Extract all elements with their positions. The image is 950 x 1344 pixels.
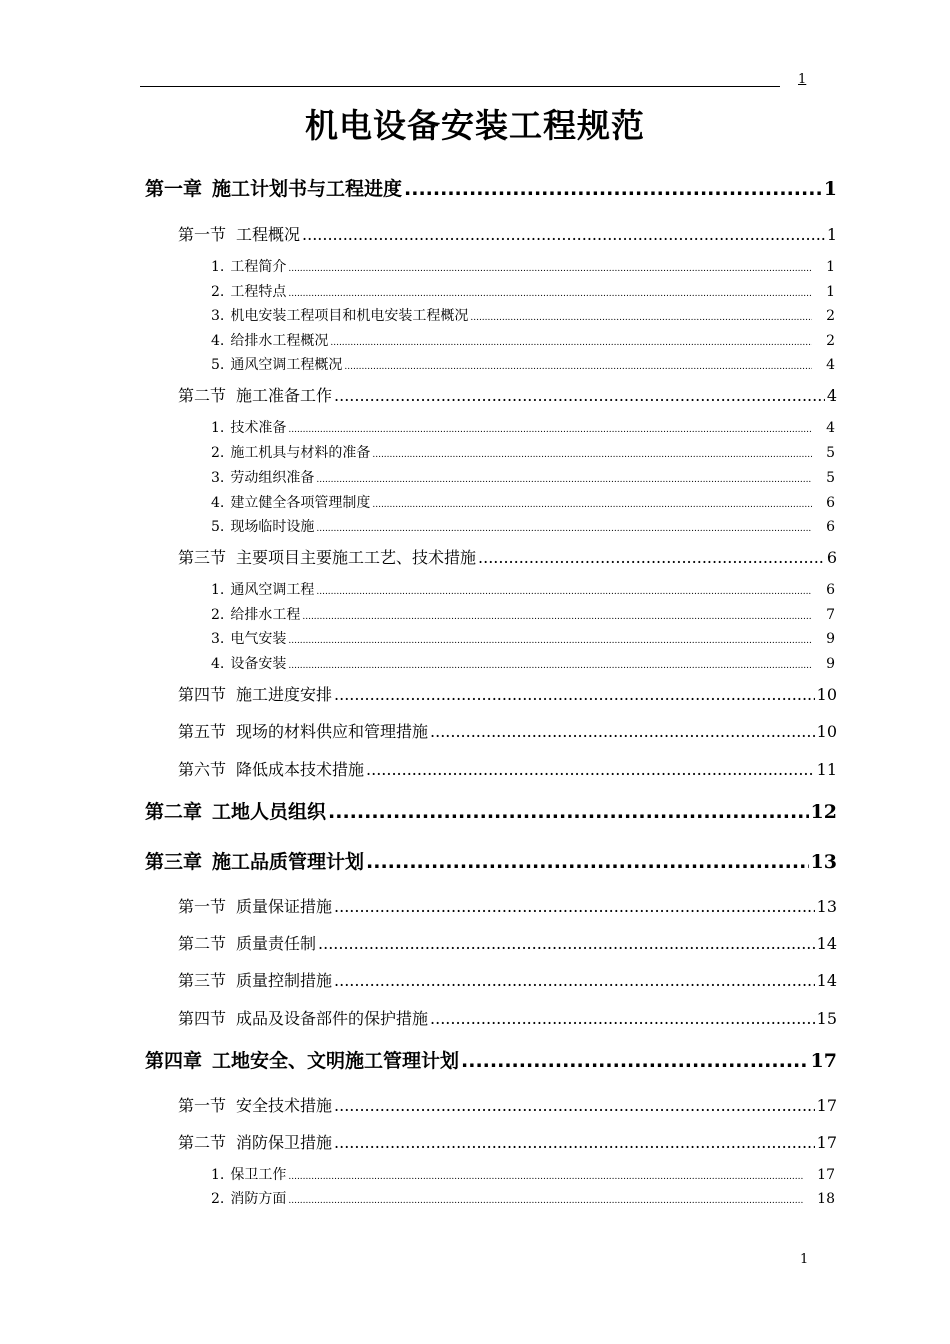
toc-text: 成品及设备部件的保护措施 xyxy=(236,1009,429,1028)
toc-page-number: 17 xyxy=(817,1167,835,1183)
toc-page-number: 9 xyxy=(826,631,835,647)
toc-text: 工程特点 xyxy=(230,284,287,300)
toc-page-number: 6 xyxy=(826,582,835,598)
toc-number: 第一节 xyxy=(178,1096,227,1115)
toc-number: 第一章 xyxy=(145,178,203,200)
toc-page-number: 1 xyxy=(826,259,835,275)
toc-number: 第四章 xyxy=(145,1050,203,1072)
toc-leader-dots xyxy=(334,897,815,916)
toc-leader-dots xyxy=(470,313,812,323)
toc-leader-dots xyxy=(334,1096,815,1115)
toc-number: 4. xyxy=(211,333,225,349)
toc-section[interactable] xyxy=(178,222,837,245)
toc-text: 建立健全各项管理制度 xyxy=(230,495,371,511)
toc-section[interactable] xyxy=(178,968,837,991)
toc-subsection[interactable] xyxy=(211,579,837,599)
toc-label xyxy=(211,1188,286,1208)
toc-label xyxy=(211,492,370,512)
toc-number: 第二节 xyxy=(178,934,227,953)
toc-leader-dots xyxy=(430,1009,815,1028)
toc-leader-dots xyxy=(461,1050,809,1072)
toc-label xyxy=(178,1130,332,1153)
toc-page-number: 2 xyxy=(826,333,835,349)
toc-page-number: 6 xyxy=(826,519,835,535)
toc-label xyxy=(178,719,428,742)
toc-subsection[interactable] xyxy=(211,354,837,374)
toc-page-number: 13 xyxy=(810,851,837,873)
toc-subsection[interactable] xyxy=(211,628,837,648)
toc-label xyxy=(211,467,314,487)
footer-page-number: 1 xyxy=(800,1252,809,1267)
toc-number: 4. xyxy=(211,656,225,672)
toc-leader-dots xyxy=(344,362,812,372)
toc-label xyxy=(211,417,286,437)
toc-text: 通风空调工程概况 xyxy=(230,357,343,373)
toc-label xyxy=(178,968,332,991)
toc-text: 消防保卫措施 xyxy=(236,1133,333,1152)
header-rule xyxy=(140,86,780,87)
toc-section[interactable] xyxy=(178,1130,837,1153)
toc-leader-dots xyxy=(372,450,812,460)
toc-text: 消防方面 xyxy=(230,1191,287,1207)
toc-number: 2. xyxy=(211,1191,225,1207)
toc-text: 现场临时设施 xyxy=(230,519,315,535)
toc-page-number: 4 xyxy=(826,386,837,405)
toc-page-number: 6 xyxy=(826,495,835,511)
toc-text: 施工品质管理计划 xyxy=(212,851,365,873)
toc-text: 施工准备工作 xyxy=(236,386,333,405)
toc-page-number: 1 xyxy=(826,284,835,300)
toc-leader-dots xyxy=(302,612,812,622)
toc-label xyxy=(178,383,332,406)
toc-page-number: 4 xyxy=(826,357,835,373)
header-page-number: 1 xyxy=(798,72,807,87)
toc-label xyxy=(145,1046,459,1073)
toc-page-number: 11 xyxy=(816,760,837,779)
toc-number: 1. xyxy=(211,420,225,436)
toc-text: 工地安全、文明施工管理计划 xyxy=(212,1050,460,1072)
toc-leader-dots xyxy=(328,801,809,823)
toc-leader-dots xyxy=(372,500,812,510)
toc-section[interactable] xyxy=(178,383,837,406)
toc-leader-dots xyxy=(334,386,825,405)
toc-text: 机电安装工程项目和机电安装工程概况 xyxy=(230,308,469,324)
toc-text: 设备安装 xyxy=(230,656,287,672)
toc-number: 第四节 xyxy=(178,1009,227,1028)
toc-subsection[interactable] xyxy=(211,604,837,624)
toc-page-number: 17 xyxy=(816,1096,837,1115)
toc-leader-dots xyxy=(404,178,822,200)
toc-section[interactable] xyxy=(178,931,837,954)
toc-leader-dots xyxy=(316,587,812,597)
toc-page-number: 17 xyxy=(816,1133,837,1152)
toc-leader-dots xyxy=(366,851,809,873)
toc-page-number: 18 xyxy=(817,1191,835,1207)
toc-number: 4. xyxy=(211,495,225,511)
toc-number: 第三节 xyxy=(178,548,227,567)
toc-number: 5. xyxy=(211,519,225,535)
toc-leader-dots xyxy=(334,971,815,990)
toc-leader-dots xyxy=(366,760,815,779)
toc-subsection[interactable] xyxy=(211,305,837,325)
toc-label xyxy=(178,894,332,917)
toc-leader-dots xyxy=(316,524,812,534)
toc-section[interactable] xyxy=(178,719,837,742)
toc-page-number: 6 xyxy=(826,548,837,567)
toc-page-number: 2 xyxy=(826,308,835,324)
toc-number: 第二节 xyxy=(178,386,227,405)
toc-text: 降低成本技术措施 xyxy=(236,760,365,779)
toc-subsection[interactable] xyxy=(211,653,837,673)
toc-label xyxy=(178,222,300,245)
toc-label xyxy=(211,442,370,462)
toc-leader-dots xyxy=(288,1172,803,1182)
toc-page-number: 13 xyxy=(816,897,837,916)
toc-number: 第六节 xyxy=(178,760,227,779)
toc-leader-dots xyxy=(430,722,815,741)
toc-page-number: 4 xyxy=(826,420,835,436)
toc-label xyxy=(145,847,364,874)
toc-label xyxy=(211,516,314,536)
toc-section[interactable] xyxy=(178,682,837,705)
toc-text: 技术准备 xyxy=(230,420,287,436)
toc-number: 5. xyxy=(211,357,225,373)
toc-number: 第二节 xyxy=(178,1133,227,1152)
toc-chapter[interactable] xyxy=(145,797,837,824)
toc-number: 3. xyxy=(211,470,225,486)
toc-subsection[interactable] xyxy=(211,256,837,276)
toc-page-number: 1 xyxy=(826,225,837,244)
toc-label xyxy=(145,797,326,824)
toc-leader-dots xyxy=(478,548,825,567)
toc-text: 质量保证措施 xyxy=(236,897,333,916)
toc-text: 通风空调工程 xyxy=(230,582,315,598)
toc-leader-dots xyxy=(288,264,812,274)
toc-label xyxy=(145,174,402,201)
toc-chapter[interactable] xyxy=(145,847,837,874)
toc-text: 质量控制措施 xyxy=(236,971,333,990)
toc-subsection[interactable] xyxy=(211,467,837,487)
toc-number: 第一节 xyxy=(178,897,227,916)
toc-leader-dots xyxy=(318,934,815,953)
toc-leader-dots xyxy=(334,685,815,704)
toc-text: 安全技术措施 xyxy=(236,1096,333,1115)
toc-page-number: 9 xyxy=(826,656,835,672)
toc-text: 施工机具与材料的准备 xyxy=(230,445,371,461)
toc-subsection[interactable] xyxy=(211,516,837,536)
toc-page-number: 10 xyxy=(816,685,837,704)
toc-subsection[interactable] xyxy=(211,281,837,301)
toc-label xyxy=(178,1093,332,1116)
toc-label xyxy=(211,354,342,374)
toc-section[interactable] xyxy=(178,1006,837,1029)
toc-number: 第四节 xyxy=(178,685,227,704)
toc-page-number: 15 xyxy=(816,1009,837,1028)
toc-leader-dots xyxy=(330,338,812,348)
toc-leader-dots xyxy=(288,661,812,671)
toc-label xyxy=(211,579,314,599)
toc-section[interactable] xyxy=(178,1093,837,1116)
toc-text: 工程简介 xyxy=(230,259,287,275)
toc-label xyxy=(211,256,286,276)
toc-number: 1. xyxy=(211,582,225,598)
toc-label xyxy=(211,628,286,648)
toc-label xyxy=(211,1164,286,1184)
toc-section[interactable] xyxy=(178,894,837,917)
toc-leader-dots xyxy=(288,1196,803,1206)
toc-subsection[interactable] xyxy=(211,442,837,462)
toc-page-number: 14 xyxy=(816,971,837,990)
toc-leader-dots xyxy=(288,289,812,299)
toc-label xyxy=(178,931,316,954)
toc-subsection[interactable] xyxy=(211,1188,837,1208)
toc-text: 施工进度安排 xyxy=(236,685,333,704)
toc-label xyxy=(178,757,364,780)
toc-label xyxy=(211,653,286,673)
toc-text: 现场的材料供应和管理措施 xyxy=(236,722,429,741)
toc-page-number: 14 xyxy=(816,934,837,953)
toc-page-number: 10 xyxy=(816,722,837,741)
toc-label xyxy=(178,682,332,705)
toc-leader-dots xyxy=(288,636,812,646)
toc-page-number: 5 xyxy=(826,470,835,486)
toc-leader-dots xyxy=(316,475,812,485)
toc-text: 保卫工作 xyxy=(230,1167,287,1183)
document-title: 机电设备安装工程规范 xyxy=(305,106,645,145)
toc-number: 1. xyxy=(211,1167,225,1183)
toc-label xyxy=(178,545,476,568)
toc-number: 第五节 xyxy=(178,722,227,741)
toc-subsection[interactable] xyxy=(211,492,837,512)
toc-label xyxy=(211,604,300,624)
toc-text: 施工计划书与工程进度 xyxy=(212,178,403,200)
toc-number: 3. xyxy=(211,308,225,324)
toc-number: 2. xyxy=(211,284,225,300)
toc-leader-dots xyxy=(288,425,812,435)
toc-label xyxy=(211,281,286,301)
toc-number: 1. xyxy=(211,259,225,275)
toc-label xyxy=(211,330,328,350)
toc-chapter[interactable] xyxy=(145,1046,837,1073)
toc-page-number: 7 xyxy=(826,607,835,623)
toc-section[interactable] xyxy=(178,757,837,780)
toc-leader-dots xyxy=(334,1133,815,1152)
toc-page-number: 1 xyxy=(823,178,837,200)
toc-text: 工地人员组织 xyxy=(212,801,327,823)
toc-section[interactable] xyxy=(178,545,837,568)
toc-number: 第二章 xyxy=(145,801,203,823)
toc-text: 给排水工程概况 xyxy=(230,333,329,349)
toc-number: 第一节 xyxy=(178,225,227,244)
toc-number: 第三节 xyxy=(178,971,227,990)
toc-text: 工程概况 xyxy=(236,225,301,244)
toc-number: 2. xyxy=(211,445,225,461)
toc-page-number: 5 xyxy=(826,445,835,461)
toc-leader-dots xyxy=(302,225,825,244)
toc-subsection[interactable] xyxy=(211,1164,837,1184)
toc-text: 劳动组织准备 xyxy=(230,470,315,486)
toc-label xyxy=(211,305,468,325)
toc-chapter[interactable] xyxy=(145,174,837,201)
toc-text: 质量责任制 xyxy=(236,934,317,953)
toc-page-number: 12 xyxy=(810,801,837,823)
toc-subsection[interactable] xyxy=(211,417,837,437)
toc-label xyxy=(178,1006,428,1029)
toc-number: 3. xyxy=(211,631,225,647)
toc-number: 第三章 xyxy=(145,851,203,873)
toc-subsection[interactable] xyxy=(211,330,837,350)
toc-text: 给排水工程 xyxy=(230,607,301,623)
toc-page-number: 17 xyxy=(810,1050,837,1072)
toc-number: 2. xyxy=(211,607,225,623)
toc-text: 主要项目主要施工工艺、技术措施 xyxy=(236,548,477,567)
toc-text: 电气安装 xyxy=(230,631,287,647)
